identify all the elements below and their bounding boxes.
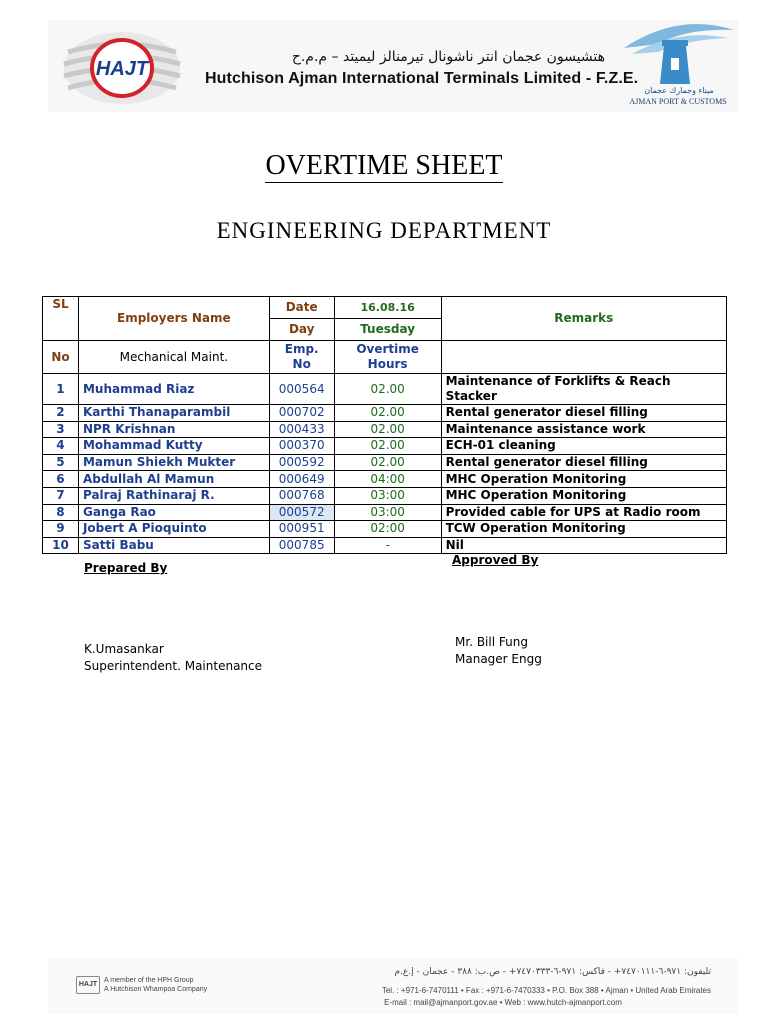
- table-row: 8 Ganga Rao 000572 03:00 Provided cable for UPS at Radio room: [43, 504, 727, 521]
- date-value: 16.08.16: [334, 297, 441, 319]
- hajt-logo: [62, 30, 182, 106]
- footer-hph-line-2: A Hutchison Whampoa Company: [104, 986, 208, 993]
- approved-by-name: Mr. Bill Fung: [455, 635, 528, 649]
- prepared-by-title: Superintendent. Maintenance: [84, 659, 263, 673]
- overtime-hours-header: Overtime Hours: [334, 341, 441, 374]
- hajt-logo-text: HAJT: [95, 58, 149, 80]
- footer-hph-text: [104, 976, 207, 994]
- approved-by-label: Approved By: [452, 553, 539, 567]
- department-title: ENGINEERING DEPARTMENT: [216, 218, 552, 243]
- date-header: Date: [269, 297, 334, 319]
- ajman-port-arabic: ميناء وجمارك عجمان: [644, 86, 714, 95]
- lighthouse-icon: [624, 24, 734, 84]
- page-title: [0, 150, 768, 182]
- sl-header: SL: [43, 297, 79, 341]
- remarks-blank-header: [441, 341, 726, 374]
- prepared-by-label: Prepared By: [84, 561, 168, 575]
- footer-contact-line: Tel. : +971-6-7470111 • Fax : +971-6-7470333 • P.O. Box 388 • Ajman • United Arab Emirates: [381, 986, 711, 995]
- prepared-by-name: K.Umasankar: [84, 642, 164, 656]
- table-row: 6 Abdullah Al Mamun 000649 04:00 MHC Operation Monitoring: [43, 471, 727, 488]
- remarks-header: Remarks: [441, 297, 726, 341]
- company-name-arabic: هتشيسون عجمان انتر ناشونال تيرمنالز ليميتد – م.م.ح: [291, 49, 605, 65]
- day-value: Tuesday: [334, 319, 441, 341]
- footer-email-web: E-mail : mail@ajmanport.gov.ae • Web : www.hutch-ajmanport.com: [384, 998, 622, 1007]
- approved-by-title: Manager Engg: [455, 652, 542, 666]
- no-header: No: [43, 341, 79, 374]
- footer-hajt-logo: HAJT: [76, 976, 100, 994]
- employers-name-header: Employers Name: [78, 297, 269, 341]
- day-header: Day: [269, 319, 334, 341]
- table-row: 4 Mohammad Kutty 000370 02.00 ECH-01 cleaning: [43, 438, 727, 455]
- table-row: 10 Satti Babu 000785 - Nil: [43, 537, 727, 554]
- emp-no-header: Emp. No: [269, 341, 334, 374]
- table-row: 5 Mamun Shiekh Mukter 000592 02.00 Rental generator diesel filling: [43, 454, 727, 471]
- ajman-port-english: AJMAN PORT & CUSTOMS: [629, 97, 727, 106]
- table-row: 2 Karthi Thanaparambil 000702 02.00 Rental generator diesel filling: [43, 405, 727, 422]
- table-row: 3 NPR Krishnan 000433 02.00 Maintenance assistance work: [43, 421, 727, 438]
- section-header: Mechanical Maint.: [78, 341, 269, 374]
- table-row: 1 Muhammad Riaz 000564 02.00 Maintenance of Forklifts & Reach Stacker: [43, 374, 727, 405]
- company-name-english: Hutchison Ajman International Terminals Limited - F.Z.E.: [205, 70, 639, 87]
- table-row: 9 Jobert A Pioquinto 000951 02:00 TCW Operation Monitoring: [43, 521, 727, 538]
- page-title-text: OVERTIME SHEET: [265, 150, 503, 181]
- overtime-table: [42, 296, 727, 554]
- footer-hph-line-1: A member of the HPH Group: [104, 977, 194, 984]
- table-row: 7 Palraj Rathinaraj R. 000768 03:00 MHC Operation Monitoring: [43, 487, 727, 504]
- footer-arabic-contact: تليفون: ٩٧١-٦-٧٤٧٠١١١+ - فاكس: ٩٧١-٦-٧٤٧٠٣٣٣+ - ص.ب: ٣٨٨ - عجمان - إ.ع.م: [394, 967, 711, 977]
